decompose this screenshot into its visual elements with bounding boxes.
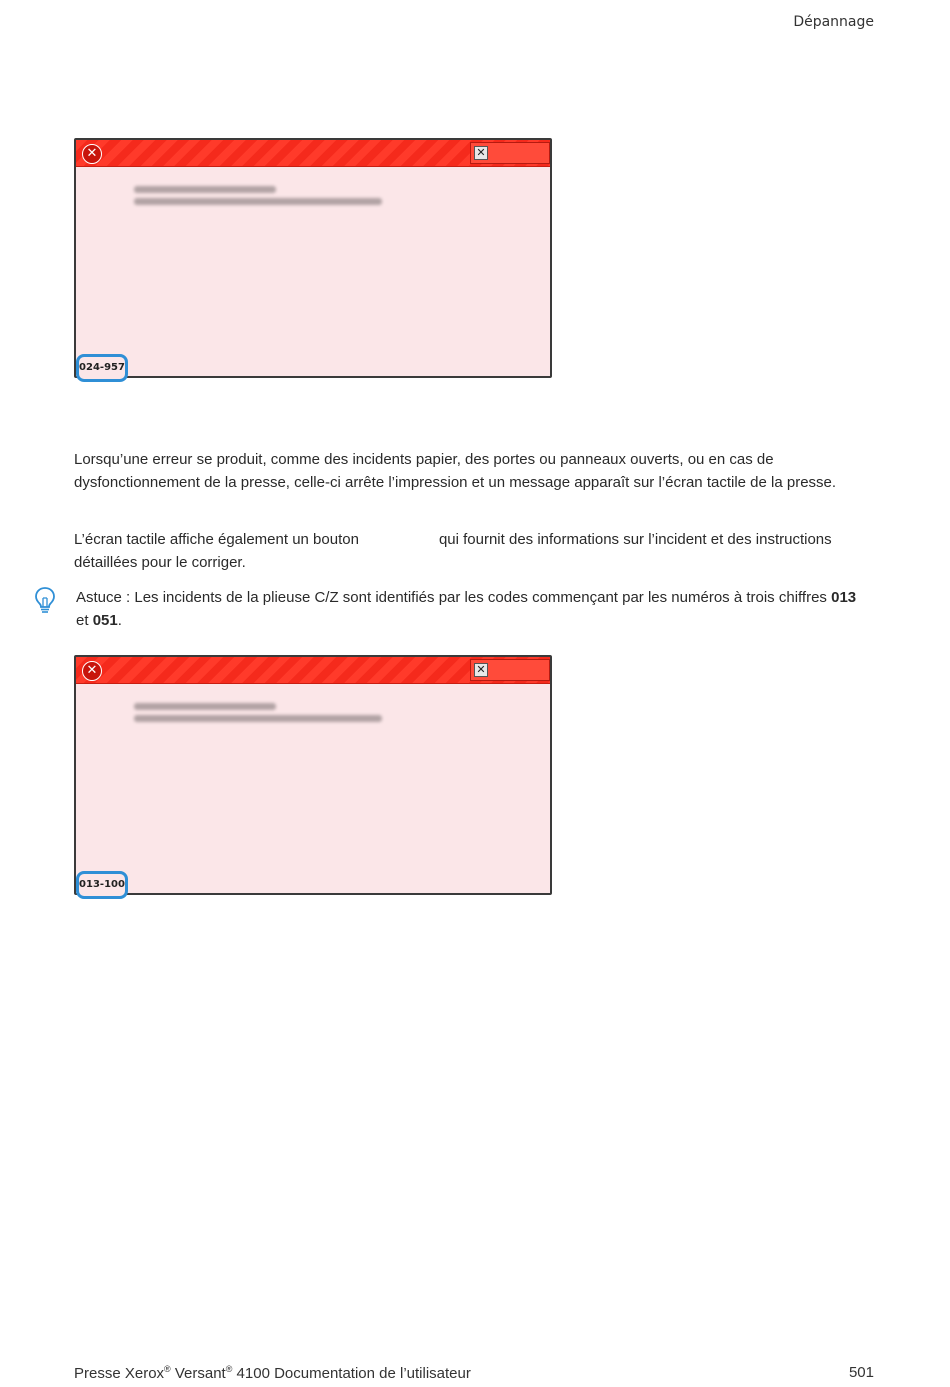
error-dialog-screenshot-2 [74, 655, 552, 895]
blurred-message-line [134, 703, 276, 710]
tip-paragraph [76, 586, 866, 632]
tip-text: Astuce : Les incidents de la plieuse C/Z sont identifiés par les codes commençant par les numéros à trois chiffres [76, 589, 827, 606]
error-x-icon: ✕ [82, 144, 102, 164]
tip-code-013: 013 [831, 589, 857, 606]
dialog-title-bar [76, 140, 550, 167]
paragraph-touchscreen [74, 528, 864, 574]
page-header-section: Dépannage [793, 14, 874, 30]
footer-title-part: Presse Xerox [74, 1365, 165, 1382]
fault-code-badge: 013-100 [76, 871, 128, 899]
registered-mark: ® [164, 1364, 171, 1374]
tip-end: . [117, 612, 122, 629]
dialog-title-bar [76, 657, 550, 684]
close-button [470, 659, 550, 681]
blurred-message-line [134, 186, 276, 193]
error-dialog-screenshot-1 [74, 138, 552, 378]
footer-title-part: 4100 Documentation de l’utilisateur [236, 1365, 471, 1382]
close-icon: ✕ [474, 663, 488, 677]
footer-document-title [74, 1364, 471, 1382]
footer-title-part: Versant [174, 1365, 226, 1382]
close-button [470, 142, 550, 164]
close-icon: ✕ [474, 146, 488, 160]
tip-code-051: 051 [92, 612, 118, 629]
error-x-icon: ✕ [82, 661, 102, 681]
page-number: 501 [848, 1364, 874, 1381]
blurred-message-line [134, 715, 382, 722]
paragraph-touchscreen-a: L’écran tactile affiche également un bouton [74, 531, 359, 548]
paragraph-touchscreen-b: qui fournit des informations sur l’incident et des instructions détaillées pour le corriger. [74, 531, 832, 571]
tip-and: et [76, 612, 89, 629]
blurred-message-line [134, 198, 382, 205]
paragraph-intro: Lorsqu’une erreur se produit, comme des incidents papier, des portes ou panneaux ouverts, ou en cas de dysfonctionnement de la presse, celle-ci arrête l’impression et un message apparaît sur l’écran tactile de la presse. [74, 451, 837, 491]
registered-mark: ® [225, 1364, 233, 1374]
fault-code-badge: 024-957 [76, 354, 128, 382]
lightbulb-icon [34, 586, 56, 614]
